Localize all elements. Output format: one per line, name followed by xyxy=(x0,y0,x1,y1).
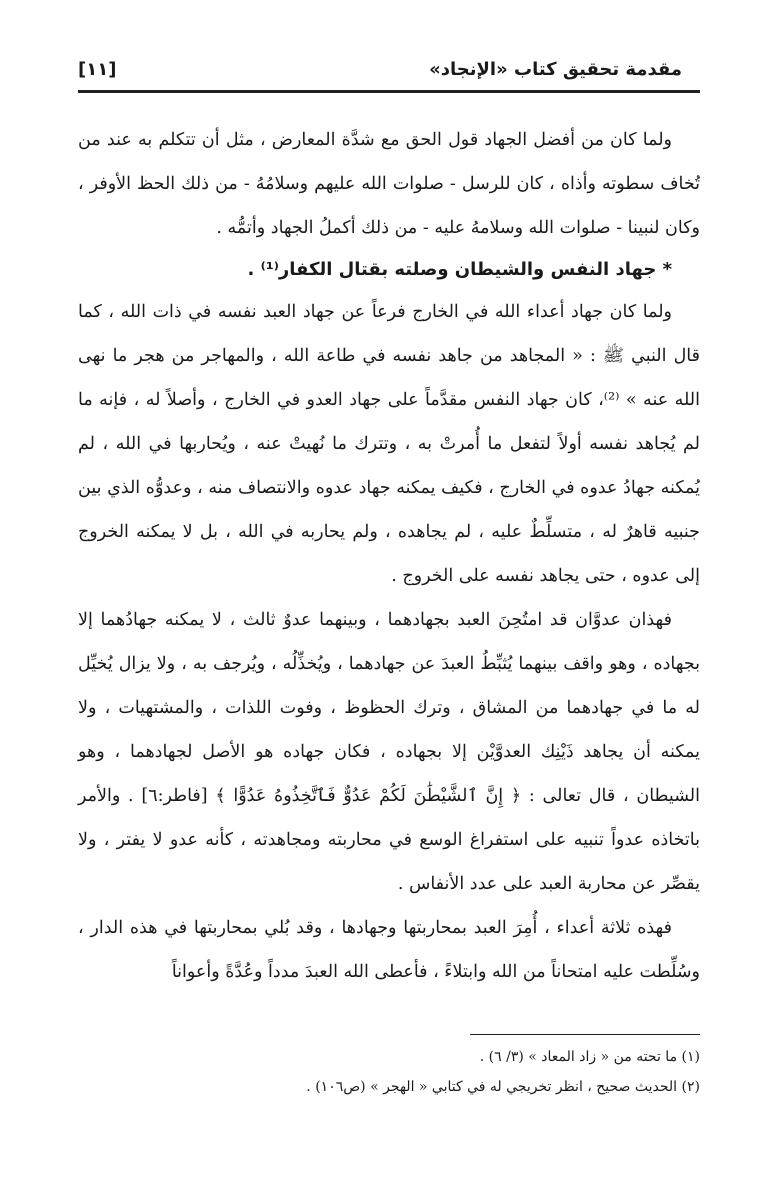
running-title: مقدمة تحقيق كتاب «الإنجاد» xyxy=(429,58,682,80)
footnote-2: (٢) الحديث صحيح ، انظر تخريجي له في كتابي « الهجر » (ص١٠٦) . xyxy=(306,1079,700,1095)
footnote-1: (١) ما تحته من « زاد المعاد » (٣/ ٦) . xyxy=(479,1049,700,1065)
footnotes xyxy=(78,1042,700,1102)
paragraph-2: ولما كان جهاد أعداء الله في الخارج فرعاً عن جهاد العبد نفسه في ذات الله ، كما قال النبي ﷺ : « المجاهد من جاهد نفسه في طاعة الله ، والمهاجر من هجر ما نهى الله عنه » ⁽²⁾، كان جهاد النفس مقدَّماً على جهاد العدو في الخارج ، وأصلاً له ، فإنه ما لم يُجاهد نفسه أولاً لتفعل ما أُمرتْ به ، وتترك ما نُهيتْ عنه ، ويُحاربها في الله ، لم يُمكنه جهادُ عدوه في الخارج ، فكيف يمكنه جهاد عدوه والانتصاف منه ، وعدوُّه الذي بين جنبيه قاهرٌ له ، متسلِّطٌ عليه ، لم يجاهده ، ولم يحاربه في الله ، بل لا يمكنه الخروج إلى عدوه ، حتى يجاهد نفسه على الخروج . xyxy=(78,302,700,586)
footnote-rule xyxy=(470,1034,700,1035)
header-rule xyxy=(78,90,700,93)
running-header xyxy=(78,52,682,86)
main-text xyxy=(78,118,700,994)
paragraph-3: فهذان عدوَّان قد امتُحِنَ العبد بجهادهما ، وبينهما عدوٌ ثالث ، لا يمكنه جهادُهما إلا بجهاده ، وهو واقف بينهما يُثبِّطُ العبدَ عن جهادهما ، ويُخذِّلُه ، ويُرجف به ، ولا يزال يُخيِّل له ما في جهادهما من المشاق ، وترك الحظوظ ، وفوت اللذات ، والمشتهيات ، ولا يمكنه أن يجاهد ذَيْنِك العدوَّيْن إلا بجهاده ، فكان جهاده هو الأصل لجهادهما ، وهو الشيطان ، قال تعالى : ﴿ إِنَّ ٱلشَّيْطَٰنَ لَكُمْ عَدُوٌّ فَٱتَّخِذُوهُ عَدُوًّا ﴾ [فاطر:٦] . والأمر باتخاذه عدواً تنبيه على استفراغ الوسع في محاربته ومجاهدته ، كأنه عدو لا يفتر ، ولا يقصِّر عن محاربة العبد على عدد الأنفاس . xyxy=(78,610,700,894)
paragraph-1: ولما كان من أفضل الجهاد قول الحق مع شدَّة المعارض ، مثل أن تتكلم به عند من تُخاف سطوته وأذاه ، كان للرسل - صلوات الله عليهم وسلامُهُ - من ذلك الحظ الأوفر ، وكان لنبينا - صلوات الله وسلامهُ عليه - من ذلك أكملُ الجهاد وأتمُّه . xyxy=(78,130,700,238)
paragraph-4: فهذه ثلاثة أعداء ، أُمِرَ العبد بمحاربتها وجهادها ، وقد بُلي بمحاربتها في هذه الدار ، وسُلِّطت عليه امتحاناً من الله وابتلاءً ، فأعطى الله العبدَ مدداً وعُدَّةً وأعواناً xyxy=(78,918,700,982)
section-heading: * جهاد النفس والشيطان وصلته بقتال الكفار⁽¹⁾ . xyxy=(247,259,672,280)
page-number: [١١] xyxy=(78,58,117,80)
